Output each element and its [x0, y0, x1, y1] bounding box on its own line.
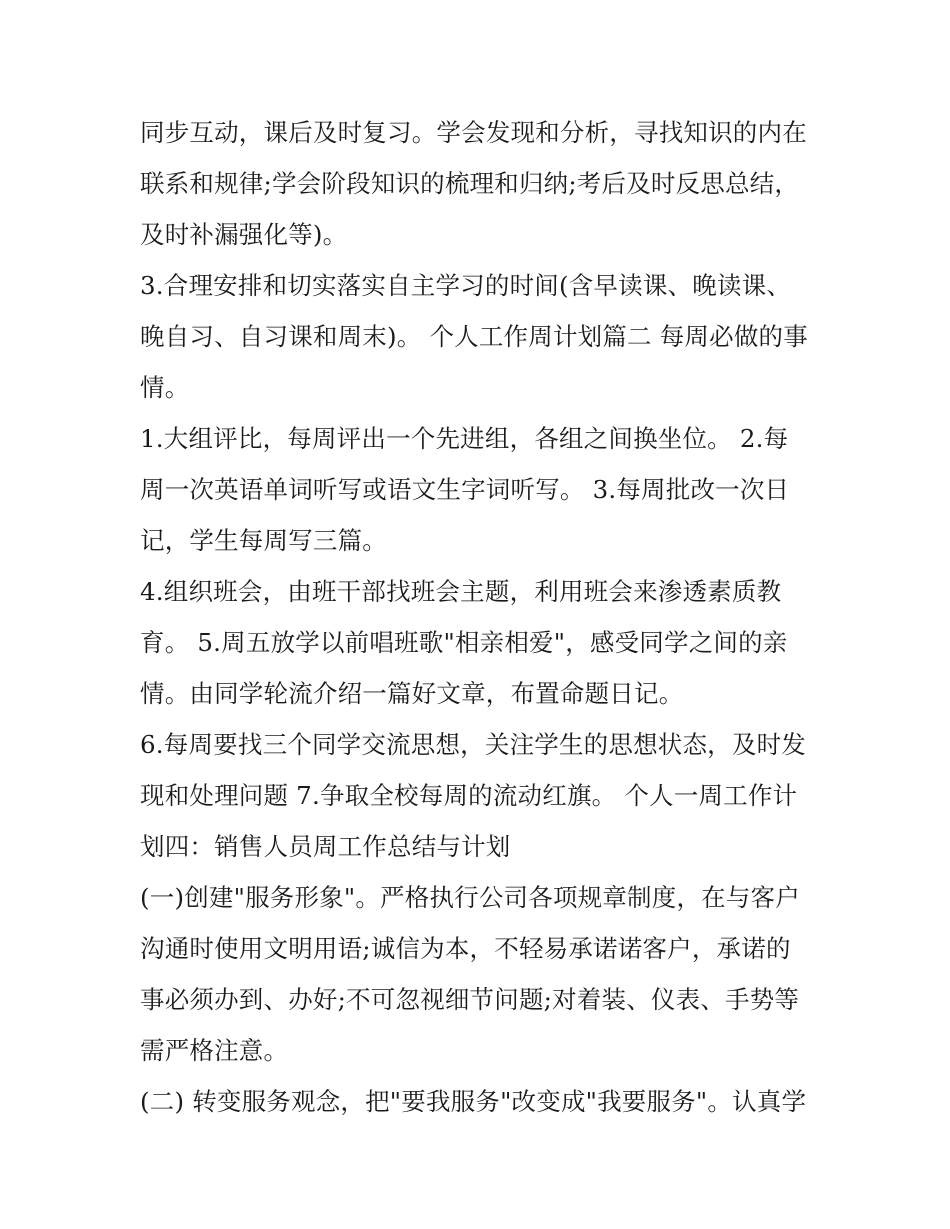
paragraph-4: 4.组织班会，由班干部找班会主题，利用班会来渗透素质教育。 5.周五放学以前唱班歌"相亲相爱"，感受同学之间的亲情。由同学轮流介绍一篇好文章，布置命题日记。	[140, 577, 788, 708]
paragraph-5: 6.每周要找三个同学交流思想，关注学生的思想状态，及时发现和处理问题 7.争取全校每周的流动红旗。 个人一周工作计划四：销售人员周工作总结与计划	[140, 730, 806, 861]
paragraph-3: 1.大组评比，每周评出一个先进组，各组之间换坐位。 2.每周一次英语单词听写或语文生字词听写。 3.每周批改一次日记，学生每周写三篇。	[140, 424, 790, 555]
document-body	[140, 107, 812, 1127]
paragraph-6: (一)创建"服务形象"。严格执行公司各项规章制度，在与客户沟通时使用文明用语;诚信为本，不轻易承诺诺客户，承诺的事必须办到、办好;不可忽视细节问题;对着装、仪表、手势等需严格注意。	[140, 883, 800, 1065]
paragraph-7: (二) 转变服务观念，把"要我服务"改变成"我要服务"。认真学	[140, 1087, 807, 1116]
paragraph-2: 3.合理安排和切实落实自主学习的时间(含早读课、晚读课、晚自习、自习课和周末)。 个人工作周计划篇二 每周必做的事情。	[140, 271, 808, 402]
paragraph-1: 同步互动，课后及时复习。学会发现和分析，寻找知识的内在联系和规律;学会阶段知识的梳理和归纳;考后及时反思总结，及时补漏强化等)。	[140, 118, 807, 249]
